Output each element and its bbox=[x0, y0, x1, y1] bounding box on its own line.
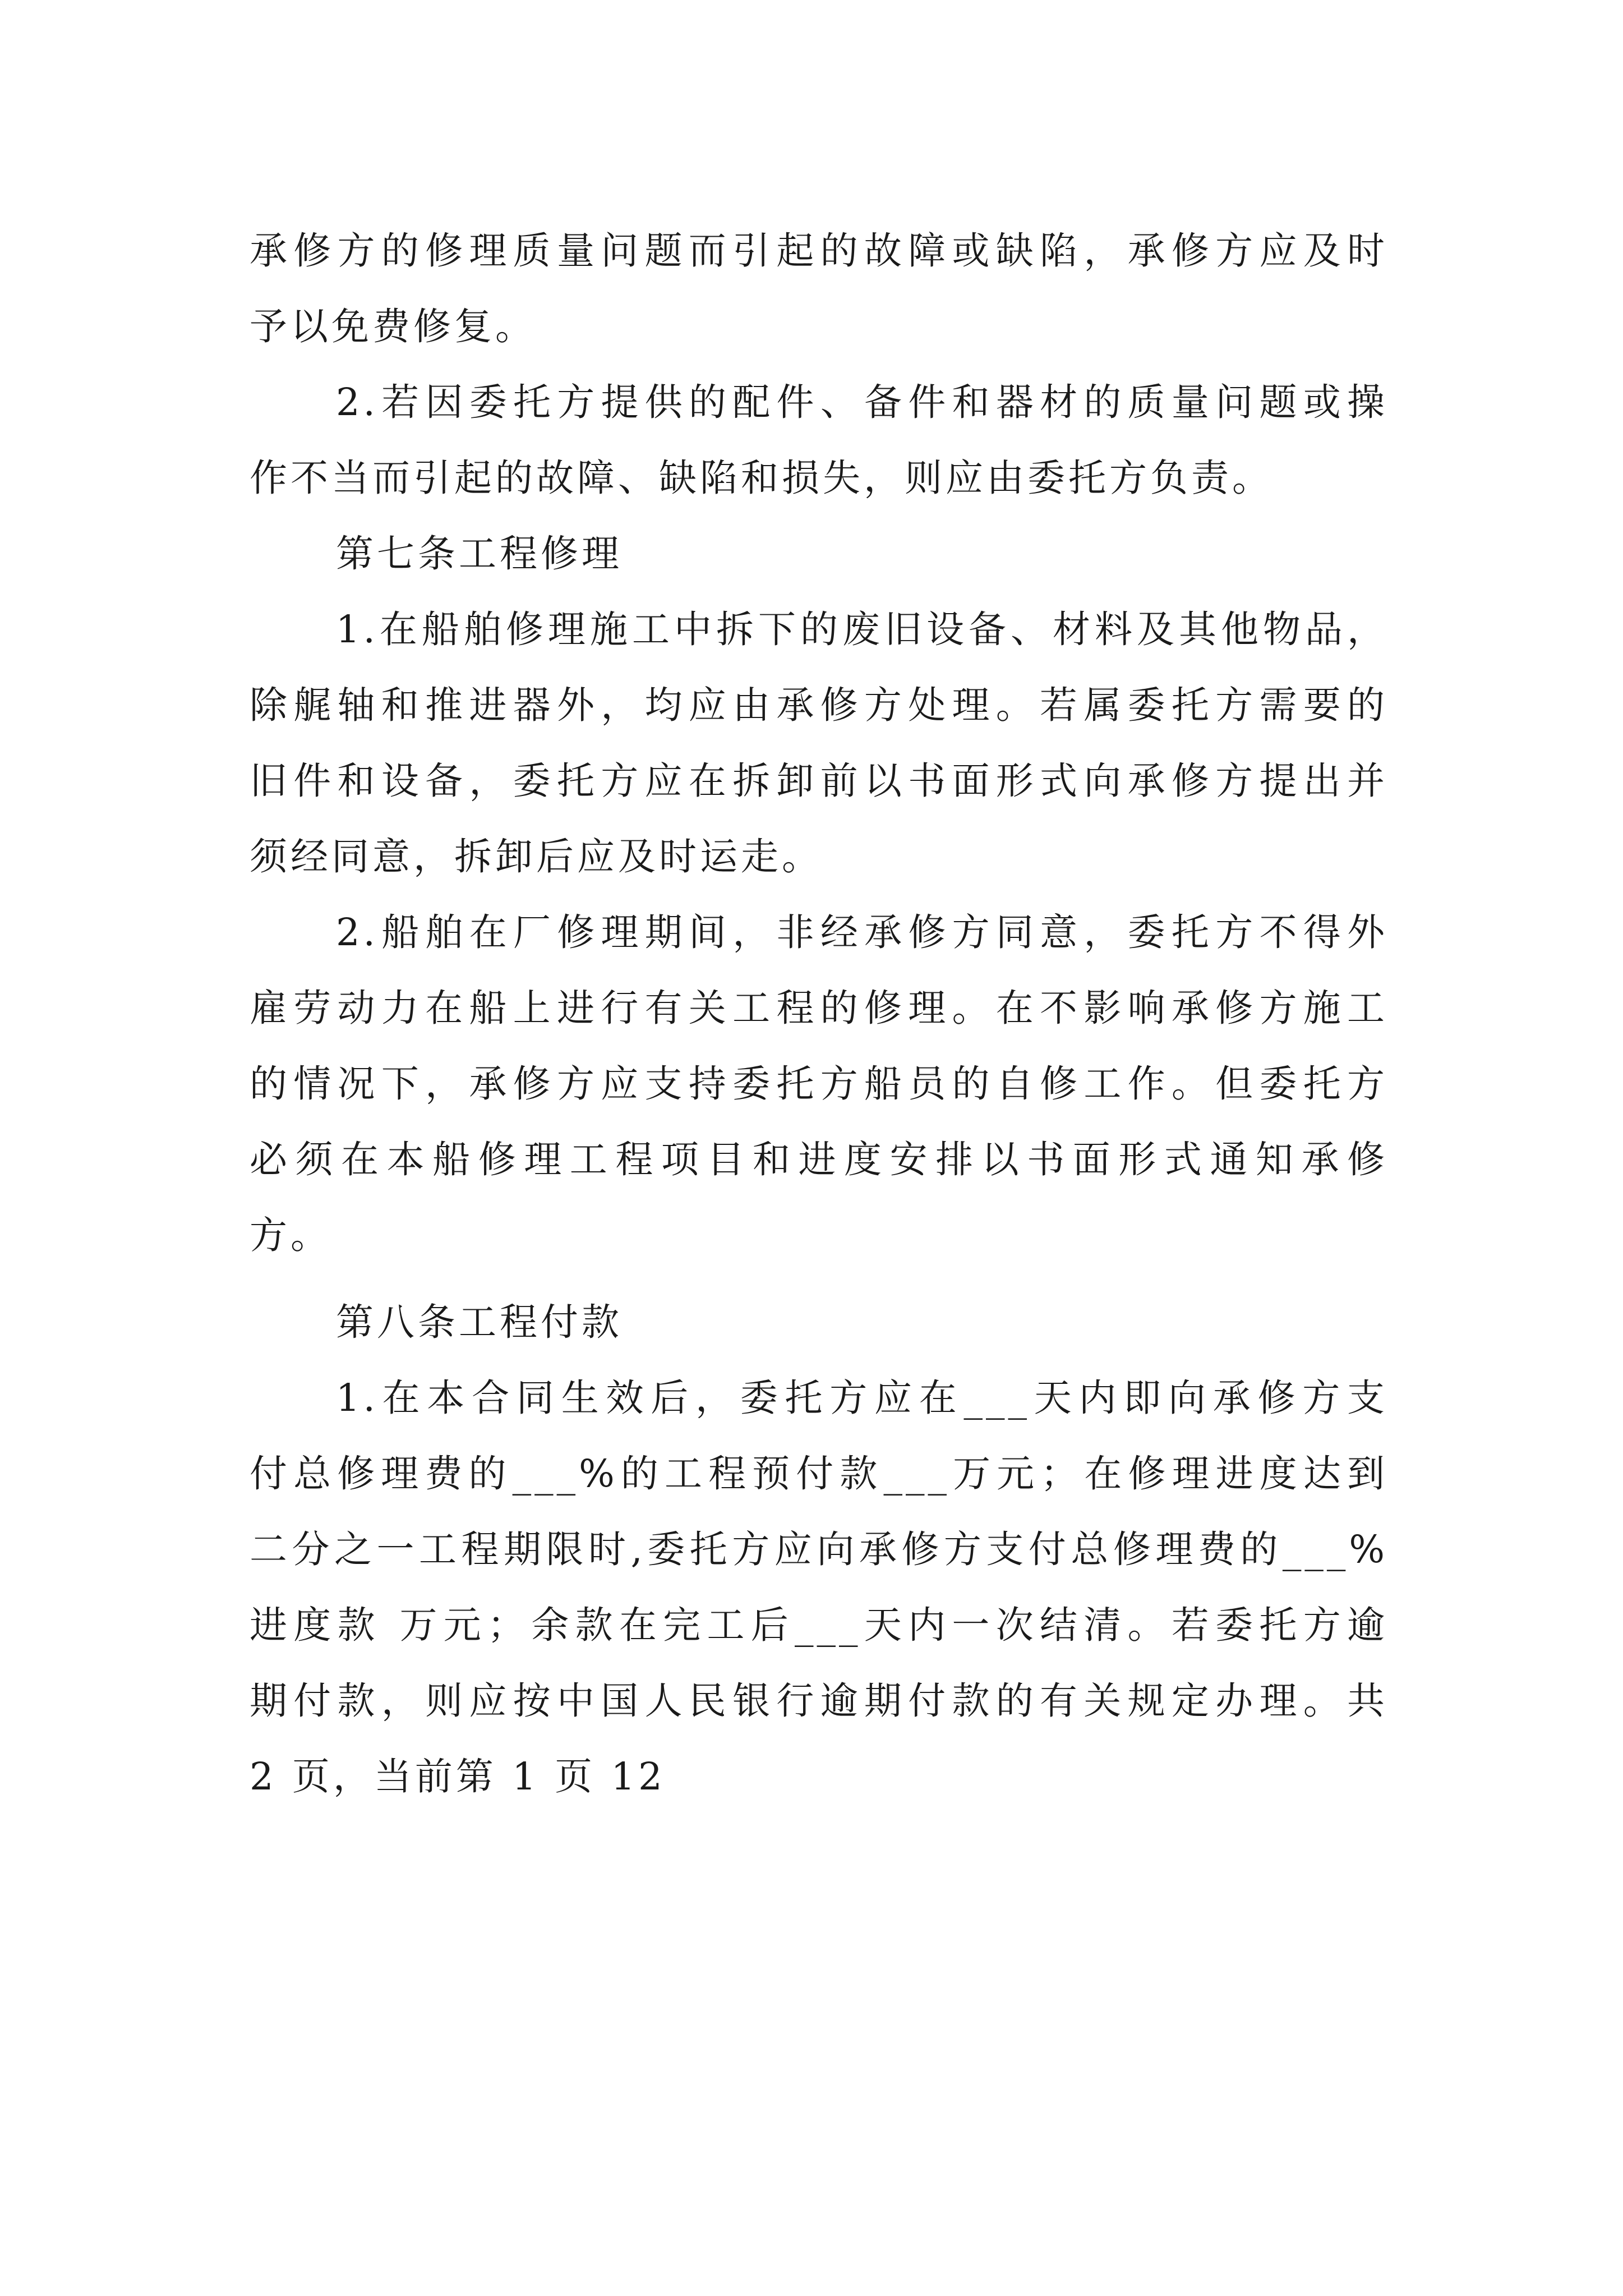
paragraph-line: 1.在船舶修理施工中拆下的废旧设备、材料及其他物品， bbox=[336, 608, 1388, 651]
paragraph-line: 2.若因委托方提供的配件、备件和器材的质量问题或操 bbox=[336, 380, 1388, 424]
paragraph-line: 必须在本船修理工程项目和进度安排以书面形式通知承修 bbox=[250, 1138, 1388, 1181]
paragraph-line: 付总修理费的___%的工程预付款___万元；在修理进度达到 bbox=[250, 1452, 1388, 1496]
paragraph-line: 1.在本合同生效后，委托方应在___天内即向承修方支 bbox=[336, 1376, 1388, 1420]
paragraph-line: 期付款，则应按中国人民银行逾期付款的有关规定办理。共 bbox=[250, 1679, 1388, 1723]
paragraph-line: 进度款 万元；余款在完工后___天内一次结清。若委托方逾 bbox=[250, 1603, 1388, 1647]
paragraph-line: 雇劳动力在船上进行有关工程的修理。在不影响承修方施工 bbox=[250, 986, 1388, 1030]
paragraph-line: 2.船舶在厂修理期间，非经承修方同意，委托方不得外 bbox=[336, 910, 1388, 954]
paragraph-line: 的情况下，承修方应支持委托方船员的自修工作。但委托方 bbox=[250, 1062, 1388, 1106]
paragraph-line: 须经同意，拆卸后应及时运走。 bbox=[250, 835, 823, 878]
paragraph-line: 旧件和设备，委托方应在拆卸前以书面形式向承修方提出并 bbox=[250, 759, 1388, 803]
section-heading: 第七条工程修理 bbox=[336, 532, 623, 576]
paragraph-line: 除艉轴和推进器外，均应由承修方处理。若属委托方需要的 bbox=[250, 683, 1388, 727]
spacer bbox=[250, 1273, 1388, 1285]
paragraph-line: 二分之一工程期限时,委托方应向承修方支付总修理费的___% bbox=[250, 1527, 1388, 1571]
page-indicator: 2 页，当前第 1 页 12 bbox=[250, 1755, 666, 1798]
section-heading: 第八条工程付款 bbox=[336, 1300, 623, 1344]
paragraph-line: 承修方的修理质量问题而引起的故障或缺陷，承修方应及时 bbox=[250, 229, 1388, 273]
paragraph-line: 方。 bbox=[250, 1213, 331, 1257]
paragraph-line: 予以免费修复。 bbox=[250, 305, 536, 348]
document-body bbox=[250, 213, 1388, 1815]
paragraph-line: 作不当而引起的故障、缺陷和损失，则应由委托方负责。 bbox=[250, 456, 1273, 500]
